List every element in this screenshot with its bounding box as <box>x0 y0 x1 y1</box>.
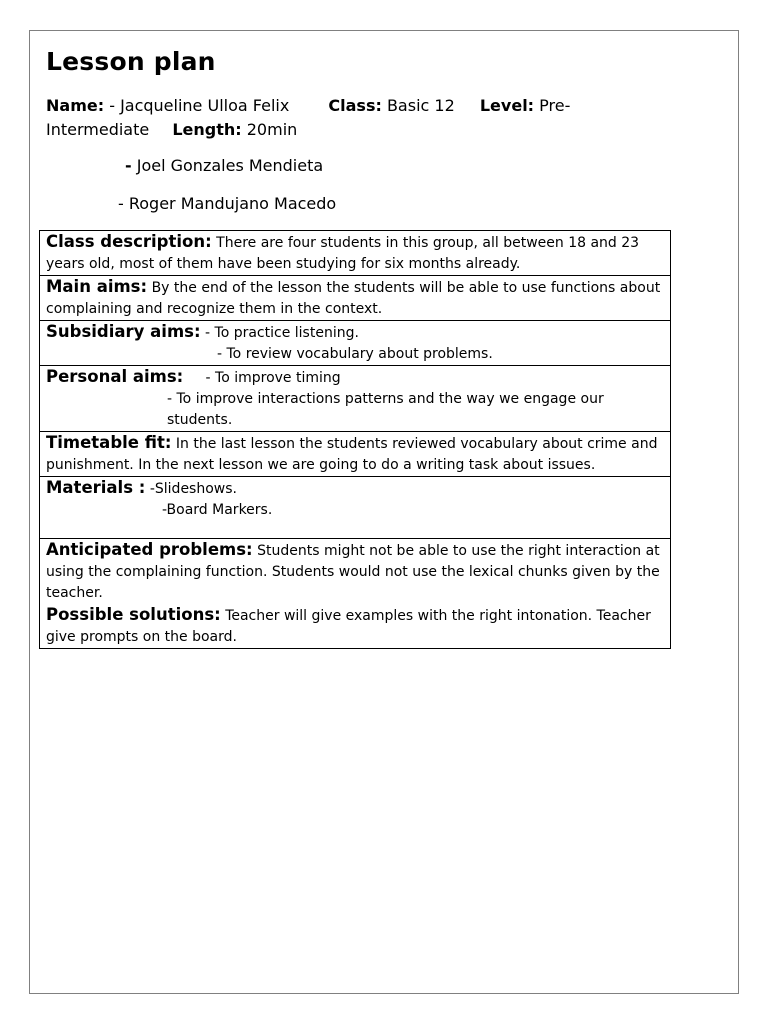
length-value: 20min <box>246 120 298 139</box>
timetable-fit-row <box>40 431 670 476</box>
class-value: Basic 12 <box>386 96 455 115</box>
section-label: Main aims: <box>46 277 148 296</box>
subsidiary-aims-row <box>40 320 670 365</box>
section-text: In the last lesson the students reviewed vocabulary about crime and punishment. In the next lesson we are going to do a writing task about issues. <box>46 436 658 473</box>
section-label: Anticipated problems: <box>46 540 253 559</box>
section-text: -Slideshows. <box>149 481 237 497</box>
section-text: - To review vocabulary about problems. <box>217 346 493 362</box>
section-text: There are four students in this group, all between 18 and 23 years old, most of them have been studying for six months already. <box>46 235 640 272</box>
section-label: Possible solutions: <box>46 605 221 624</box>
length-label: Length: <box>172 120 242 139</box>
team-member-2 <box>125 156 323 175</box>
section-text: -Board Markers. <box>162 502 273 518</box>
section-label: Timetable fit: <box>46 433 172 452</box>
materials-row <box>40 476 670 538</box>
section-text: - To improve interactions patterns and the way we engage our students. <box>167 391 604 428</box>
section-text: Students might not be able to use the right interaction at using the complaining function. Students would not use the lexical chunks given by the teacher. <box>46 543 660 601</box>
section-text: - To improve timing <box>205 370 341 386</box>
name-value: - Jacqueline Ulloa Felix <box>109 96 290 115</box>
name-label: Name: <box>46 96 105 115</box>
member-name: Joel Gonzales Mendieta <box>136 156 324 175</box>
page-title: Lesson plan <box>46 47 216 76</box>
member-dash: - <box>125 156 132 175</box>
lesson-header <box>46 94 666 142</box>
section-label: Materials : <box>46 478 146 497</box>
level-label: Level: <box>479 96 535 115</box>
problems-solutions-row <box>40 538 670 648</box>
level-value: Pre-Intermediate <box>46 96 571 139</box>
class-label: Class: <box>328 96 382 115</box>
lesson-plan-table <box>39 230 671 649</box>
personal-aims-row <box>40 365 670 431</box>
team-member-3: - Roger Mandujano Macedo <box>118 194 337 213</box>
section-text: By the end of the lesson the students will be able to use functions about complaining and recognize them in the context. <box>46 280 661 317</box>
section-text: - To practice listening. <box>205 325 359 341</box>
document-page <box>29 30 739 994</box>
main-aims-row <box>40 275 670 320</box>
class-description-row <box>40 231 670 275</box>
section-text: Teacher will give examples with the right intonation. Teacher give prompts on the board. <box>46 608 651 645</box>
section-label: Subsidiary aims: <box>46 322 201 341</box>
section-label: Personal aims: <box>46 367 184 386</box>
section-label: Class description: <box>46 232 212 251</box>
